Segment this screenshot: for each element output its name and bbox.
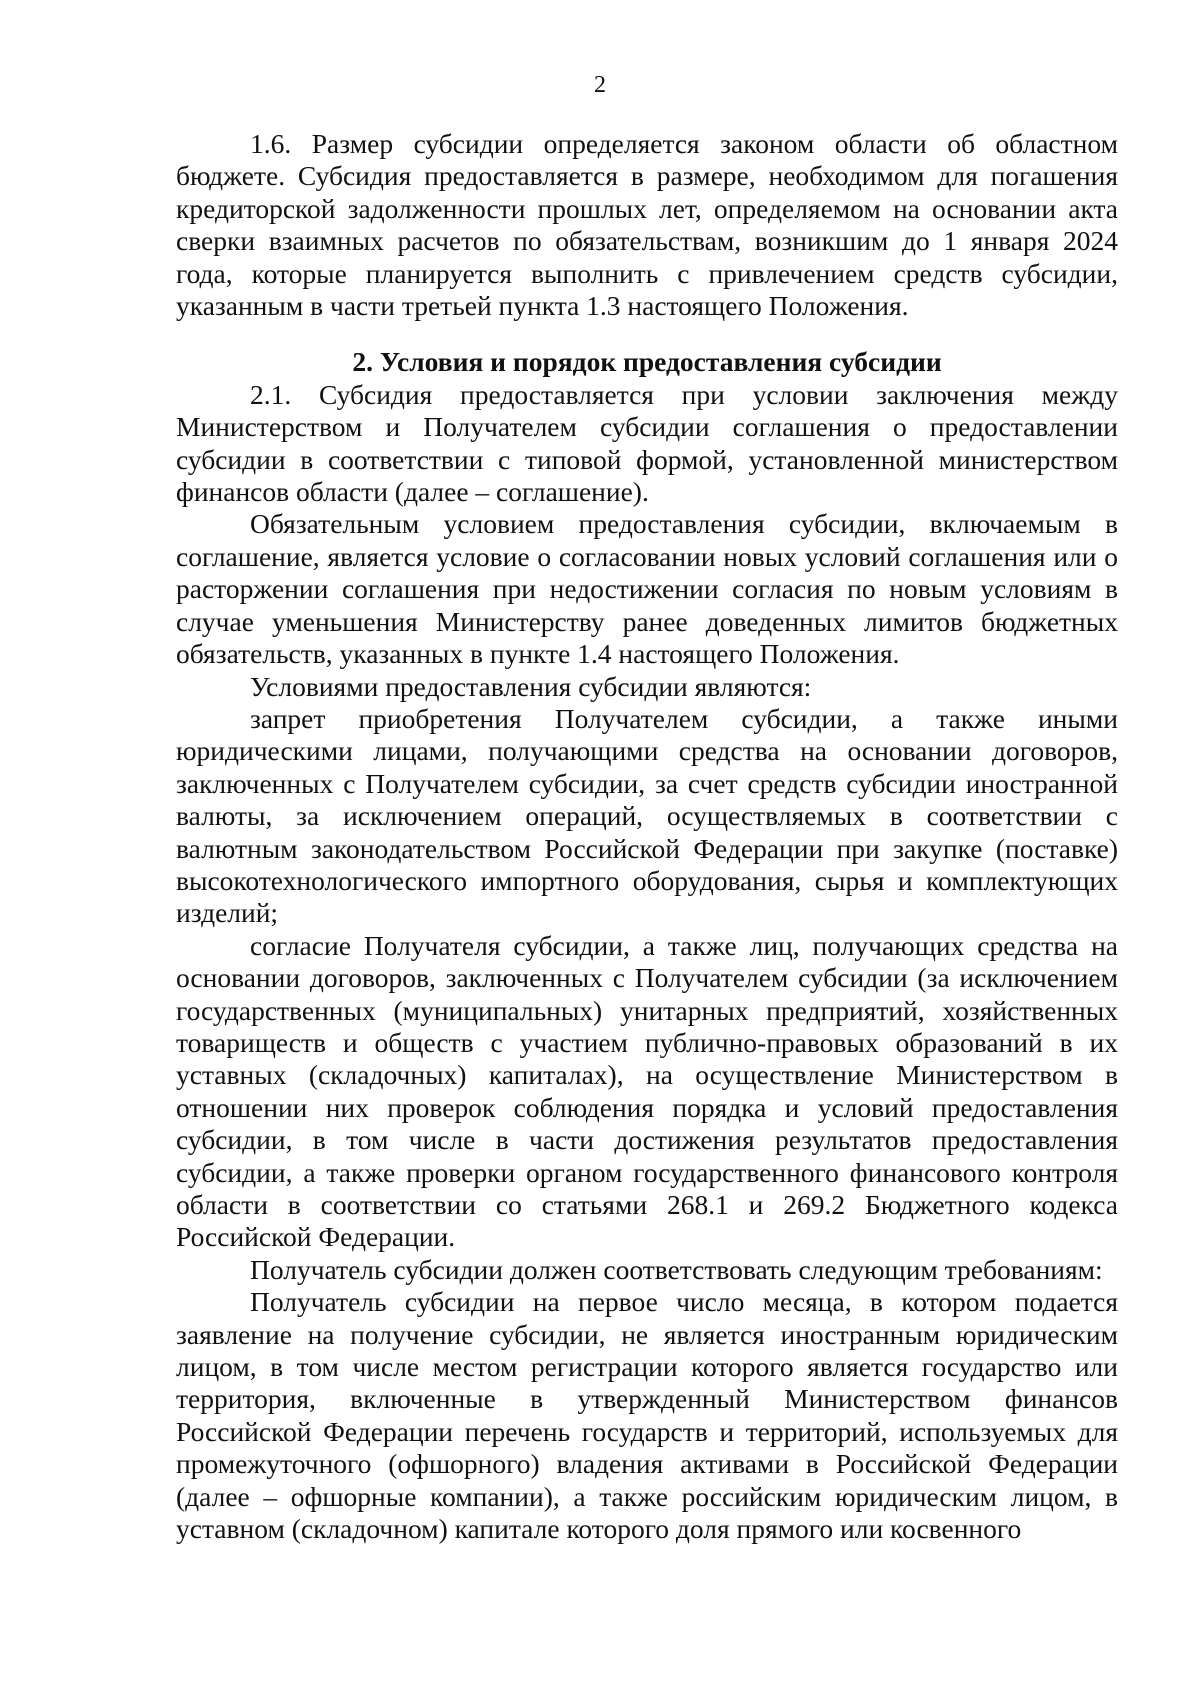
document-body [176,128,1118,1545]
paragraph-1-6: 1.6. Размер субсидии определяется законом области об областном бюджете. Субсидия предоставляется в размере, необходимом для погашения кредиторской задолженности прошлых лет, определяемом на основании акта сверки взаимных расчетов по обязательствам, возникшим до 1 января 2024 года, которые планируется выполнить с привлечением средств субсидии, указанным в части третьей пункта 1.3 настоящего Положения. [176,128,1118,322]
section-2-title: 2. Условия и порядок предоставления субсидии [352,346,942,378]
page-number: 2 [594,72,606,98]
paragraph-mandatory-condition: Обязательным условием предоставления субсидии, включаемым в соглашение, является условие о согласовании новых условий соглашения или о расторжении соглашения при недостижении согласия по новым условиям в случае уменьшения Министерству ранее доведенных лимитов бюджетных обязательств, указанных в пункте 1.4 настоящего Положения. [176,508,1118,670]
paragraph-conditions-intro: Условиями предоставления субсидии являются: [250,670,812,702]
paragraph-currency-ban: запрет приобретения Получателем субсидии, а также иными юридическими лицами, получающими средства на основании договоров, заключенных с Получателем субсидии, за счет средств субсидии иностранной валюты, за исключением операций, осуществляемых в соответствии с валютным законодательством Российской Федерации при закупке (поставке) высокотехнологического импортного оборудования, сырья и комплектующих изделий; [176,702,1118,929]
paragraph-offshore-requirement: Получатель субсидии на первое число месяца, в котором подается заявление на получение субсидии, не является иностранным юридическим лицом, в том числе местом регистрации которого является государство или территория, включенные в утвержденный Министерством финансов Российской Федерации перечень государств и территорий, используемых для промежуточного (офшорного) владения активами в Российской Федерации (далее – офшорные компании), а также российским юридическим лицом, в уставном (складочном) капитале которого доля прямого или косвенного [176,1286,1118,1545]
paragraph-2-1: 2.1. Субсидия предоставляется при условии заключения между Министерством и Получателем субсидии соглашения о предоставлении субсидии в соответствии с типовой формой, установленной министерством финансов области (далее – соглашение). [176,378,1118,508]
paragraph-requirements-intro: Получатель субсидии должен соответствовать следующим требованиям: [250,1253,1103,1285]
paragraph-inspection-consent: согласие Получателя субсидии, а также лиц, получающих средства на основании договоров, заключенных с Получателем субсидии (за исключением государственных (муниципальных) унитарных предприятий, хозяйственных товариществ и обществ с участием публично-правовых образований в их уставных (складочных) капиталах), на осуществление Министерством в отношении них проверок соблюдения порядка и условий предоставления субсидии, в том числе в части достижения результатов предоставления субсидии, а также проверки органом государственного финансового контроля области в соответствии со статьями 268.1 и 269.2 Бюджетного кодекса Российской Федерации. [176,929,1118,1253]
